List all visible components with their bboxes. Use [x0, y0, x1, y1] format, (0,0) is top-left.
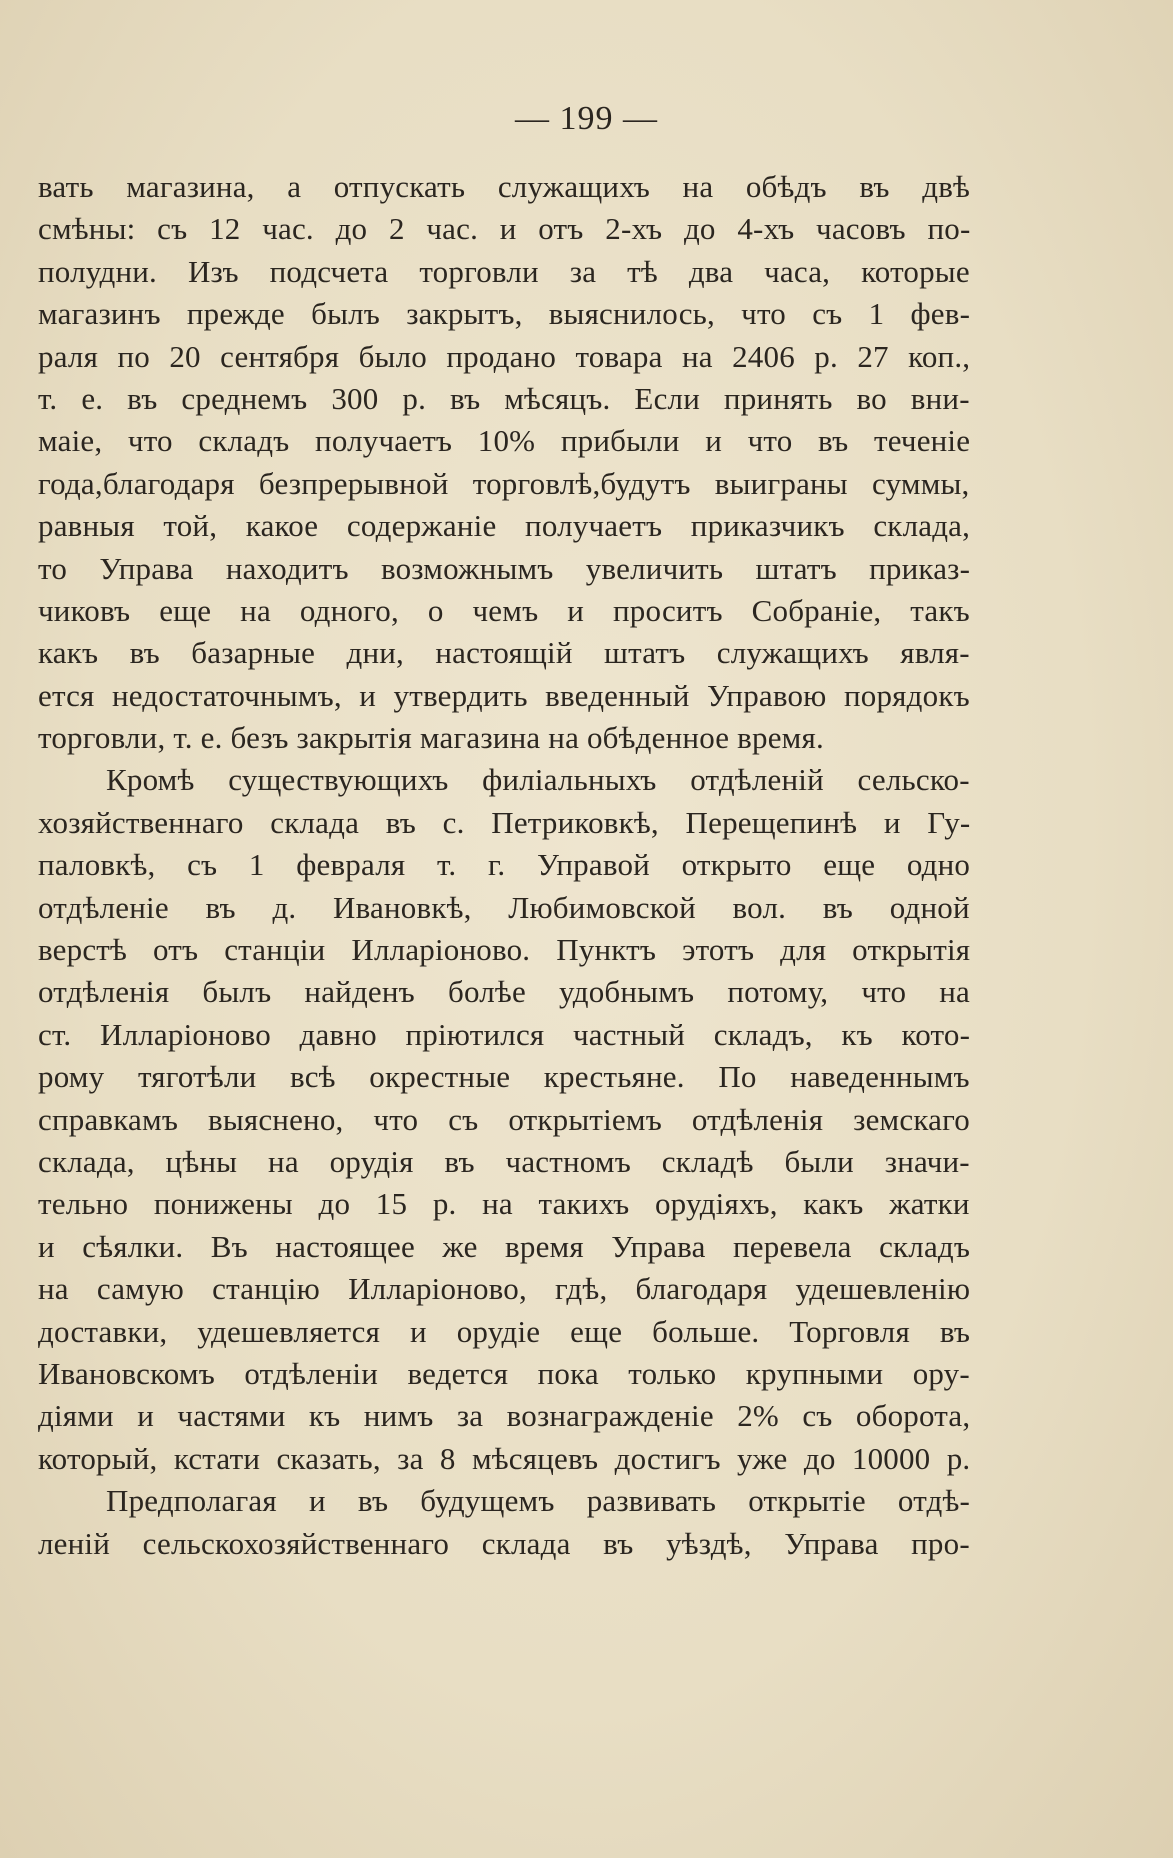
text-line: леній сельскохозяйственнаго склада въ уѣздѣ, Управа про-: [38, 1525, 970, 1561]
text-line: вать магазина, а отпускать служащихъ на обѣдъ въ двѣ: [38, 169, 971, 204]
text-line: смѣны: съ 12 час. до 2 час. и отъ 2-хъ до 4-хъ часовъ по-: [38, 211, 971, 247]
text-line: отдѣленіе въ д. Ивановкѣ, Любимовской вол. въ одной: [38, 889, 970, 925]
text-line: полудни. Изъ подсчета торговли за тѣ два часа, которые: [38, 253, 970, 289]
text-line: года,благодаря безпрерывной торговлѣ,будутъ выиграны суммы,: [38, 465, 970, 501]
text-line: отдѣленія былъ найденъ болѣе удобнымъ потому, что на: [38, 974, 970, 1010]
text-line: магазинъ прежде былъ закрытъ, выяснилось, что съ 1 фев-: [38, 296, 971, 332]
text-line: хозяйственнаго склада въ с. Петриковкѣ, Перещепинѣ и Гу-: [38, 804, 971, 840]
text-line: чиковъ еще на одного, о чемъ и проситъ Собраніе, такъ: [38, 592, 970, 628]
text-line: Ивановскомъ отдѣленіи ведется пока только крупными ору-: [38, 1355, 970, 1391]
text-line: Кромѣ существующихъ филіальныхъ отдѣленій сельско-: [106, 762, 970, 798]
text-line: который, кстати сказать, за 8 мѣсяцевъ достигъ уже до 10000 р.: [38, 1440, 971, 1476]
text-line: т. е. въ среднемъ 300 р. въ мѣсяцъ. Если принять во вни-: [38, 380, 970, 416]
text-line: ст. Илларіоново давно пріютился частный складъ, къ кото-: [38, 1016, 971, 1052]
text-line: то Управа находитъ возможнымъ увеличить штатъ приказ-: [38, 550, 971, 586]
text-line: и сѣялки. Въ настоящее же время Управа перевела складъ: [38, 1228, 971, 1264]
page-number: — 199 —: [515, 100, 658, 137]
text-line: какъ въ базарные дни, настоящій штатъ служащихъ явля-: [38, 635, 970, 671]
text-line: діями и частями къ нимъ за вознагражденіе 2% съ оборота,: [38, 1398, 971, 1434]
body-text: [38, 166, 970, 1565]
text-line: равныя той, какое содержаніе получаетъ приказчикъ склада,: [38, 508, 971, 544]
text-line: справкамъ выяснено, что съ открытіемъ отдѣленія земскаго: [38, 1101, 970, 1137]
text-line: на самую станцію Илларіоново, гдѣ, благодаря удешевленію: [38, 1271, 971, 1307]
text-line: Предполагая и въ будущемъ развивать открытіе отдѣ-: [106, 1483, 971, 1519]
text-line: доставки, удешевляется и орудіе еще больше. Торговля въ: [38, 1313, 971, 1349]
text-line: склада, цѣны на орудія въ частномъ складѣ были значи-: [38, 1143, 970, 1179]
text-line: раля по 20 сентября было продано товара на 2406 р. 27 коп.,: [38, 338, 971, 374]
text-line: торговли, т. е. безъ закрытія магазина на обѣденное время.: [38, 720, 824, 756]
text-line: маіе, что складъ получаетъ 10% прибыли и что въ теченіе: [38, 423, 971, 459]
text-line: верстѣ отъ станціи Илларіоново. Пунктъ этотъ для открытія: [38, 932, 971, 968]
text-line: паловкѣ, съ 1 февраля т. г. Управой открыто еще одно: [38, 847, 971, 883]
text-line: тельно понижены до 15 р. на такихъ орудіяхъ, какъ жатки: [38, 1186, 970, 1222]
text-line: рому тяготѣли всѣ окрестные крестьяне. По наведеннымъ: [38, 1059, 970, 1095]
text-line: ется недостаточнымъ, и утвердить введенный Управою порядокъ: [38, 677, 970, 713]
